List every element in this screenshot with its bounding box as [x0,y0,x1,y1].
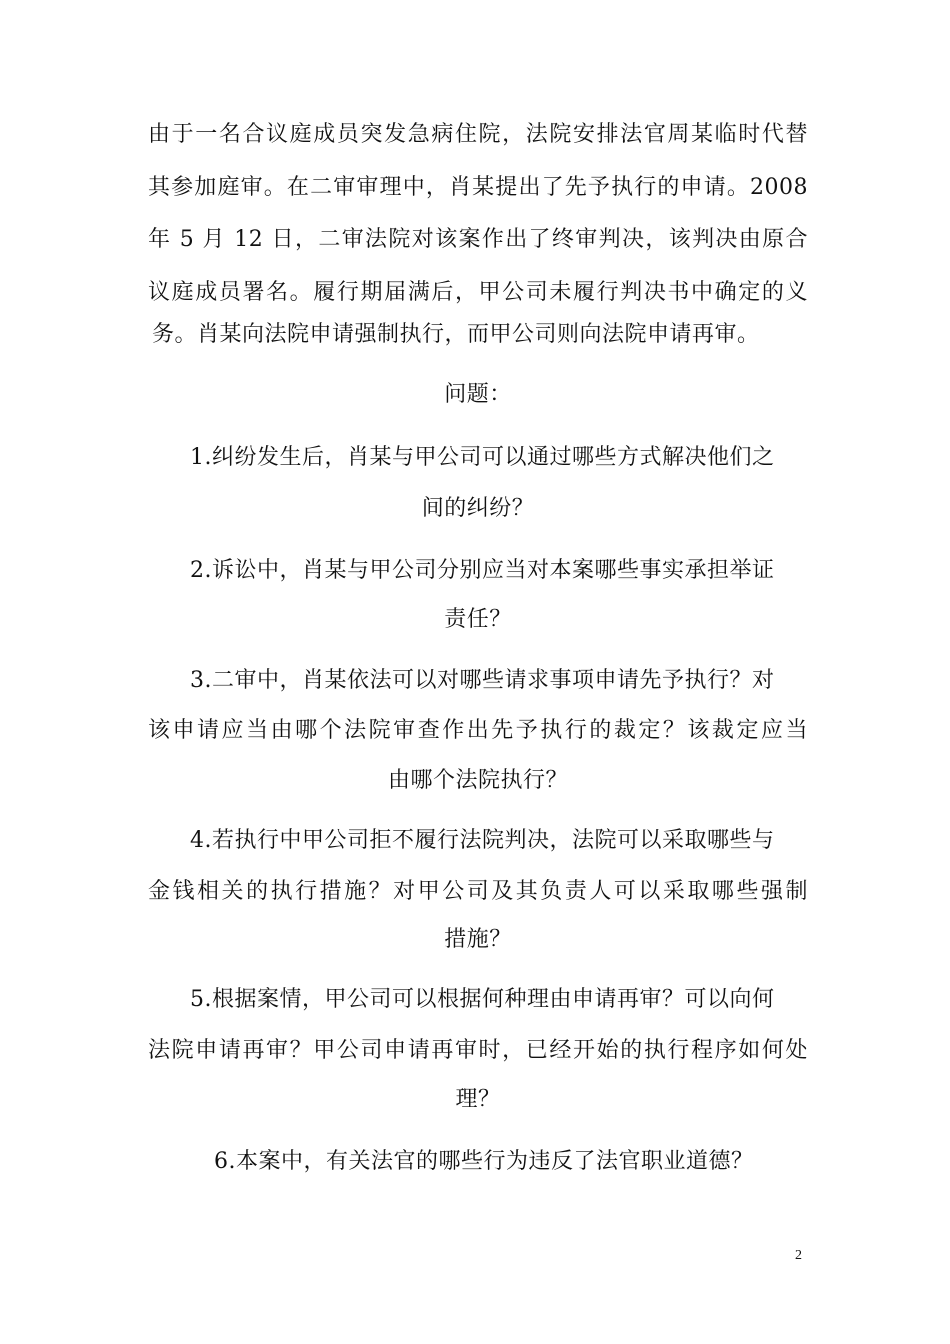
question-5-line-1: 5.根据案情，甲公司可以根据何种理由申请再审？可以向何 [190,987,775,1012]
question-3-line-3: 由哪个法院执行？ [387,768,568,793]
question-2-line-2: 责任？ [444,607,512,632]
question-3-line-1: 3.二审中，肖某依法可以对哪些请求事项申请先予执行？对 [190,668,775,693]
page-number: 2 [795,1248,802,1263]
paragraph-line-2: 其参加庭审。在二审审理中，肖某提出了先予执行的申请。2008 [148,175,808,200]
paragraph-line-4: 议庭成员署名。履行期届满后，甲公司未履行判决书中确定的义 [148,280,808,305]
questions-heading: 问题： [444,382,512,407]
paragraph-line-5: 务。肖某向法院申请强制执行，而甲公司则向法院申请再审。 [152,322,760,347]
paragraph-line-3: 年 5 月 12 日，二审法院对该案作出了终审判决，该判决由原合 [148,227,808,252]
question-1-line-2: 间的纠纷？ [421,496,535,521]
question-4-line-1: 4.若执行中甲公司拒不履行法院判决，法院可以采取哪些与 [190,828,775,853]
question-4-line-3: 措施？ [444,927,512,952]
question-5-line-2: 法院申请再审？甲公司申请再审时，已经开始的执行程序如何处 [148,1038,808,1063]
question-1-line-1: 1.纠纷发生后，肖某与甲公司可以通过哪些方式解决他们之 [190,445,775,470]
question-4-line-2: 金钱相关的执行措施？对甲公司及其负责人可以采取哪些强制 [148,879,808,904]
question-6-line-1: 6.本案中，有关法官的哪些行为违反了法官职业道德？ [214,1149,754,1174]
question-3-line-2: 该申请应当由哪个法院审查作出先予执行的裁定？该裁定应当 [148,718,808,743]
question-2-line-1: 2.诉讼中，肖某与甲公司分别应当对本案哪些事实承担举证 [190,558,775,583]
paragraph-line-1: 由于一名合议庭成员突发急病住院，法院安排法官周某临时代替 [148,122,808,147]
question-5-line-3: 理？ [455,1087,501,1112]
